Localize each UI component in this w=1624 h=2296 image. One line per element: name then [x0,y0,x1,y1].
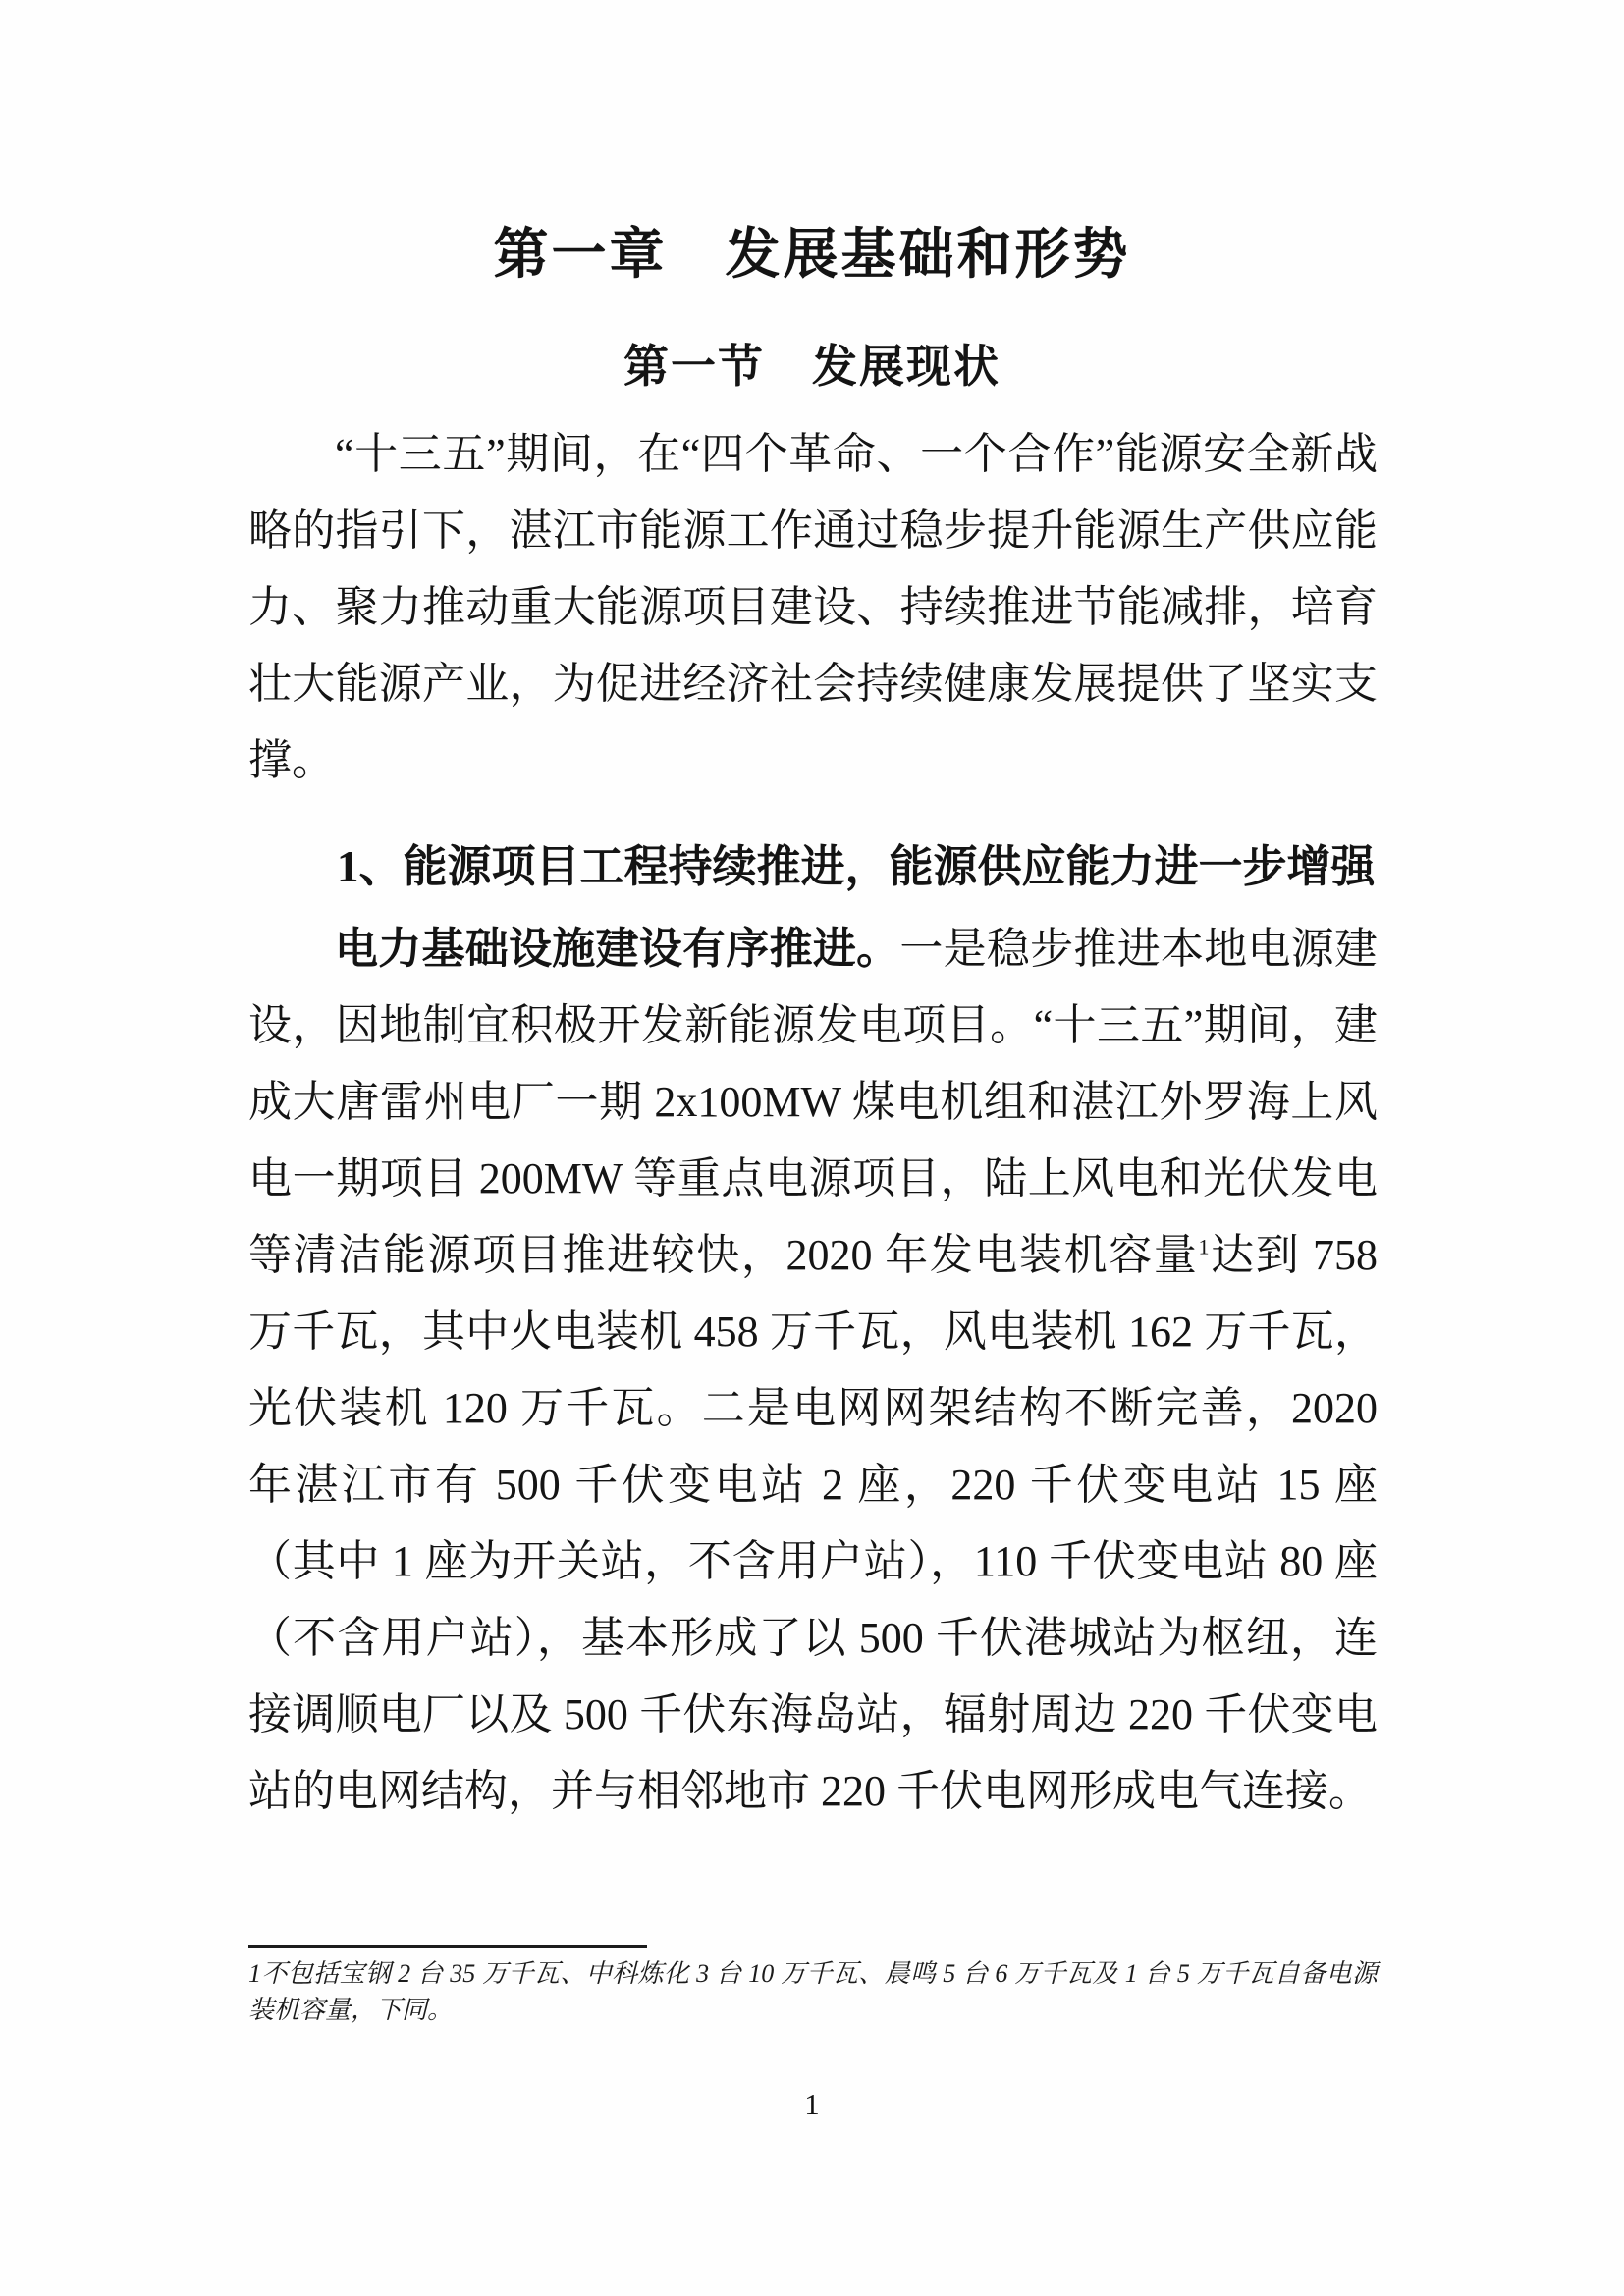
chapter-title: 第一章 发展基础和形势 [493,225,1131,286]
power-infrastructure-paragraph [248,911,1378,1830]
footnote-separator-rule [248,1945,647,1948]
paragraph-text-before-footnote-ref: 一是稳步推进本地电源建设，因地制宜积极开发新能源发电项目。“十三五”期间，建成大唐雷州电厂一期 2x100MW 煤电机组和湛江外罗海上风电一期项目 200MW 等重点电源项目，陆上风电和光伏发电等清洁能源项目推进较快，2020 年发电装机容量 [248,925,1378,1279]
page-number: 1 [804,2087,820,2121]
paragraph-lead-bold: 电力基础设施建设有序推进。 [335,925,900,973]
intro-paragraph: “十三五”期间，在“四个革命、一个合作”能源安全新战略的指引下，湛江市能源工作通过稳步提升能源生产供应能力、聚力推动重大能源项目建设、持续推进节能减排，培育壮大能源产业，为促进经济社会持续健康发展提供了坚实支撑。 [248,430,1378,784]
document-body [248,416,1378,1830]
subheading-energy-projects: 1、能源项目工程持续推进，能源供应能力进一步增强 [337,842,1376,891]
footnote-text: 1不包括宝钢 2 台 35 万千瓦、中科炼化 3 台 10 万千瓦、晨鸣 5 台 6 万千瓦及 1 台 5 万千瓦自备电源装机容量，下同。 [248,1959,1378,2024]
paragraph-text-after-footnote-ref: 达到 758 万千瓦，其中火电装机 458 万千瓦，风电装机 162 万千瓦，光伏装机 120 万千瓦。二是电网网架结构不断完善，2020 年湛江市有 500 千伏变电站 2 座，220 千伏变电站 15 座（其中 1 座为开关站，不含用户站），110 千伏变电站 80 座（不含用户站），基本形成了以 500 千伏港城站为枢纽，连接调顺电厂以及 500 千伏东海岛站，辐射周边 220 千伏变电站的电网结构，并与相邻地市 220 千伏电网形成电气连接。 [248,1231,1378,1815]
section-title: 第一节 发展现状 [623,342,1001,392]
footnote-reference-marker: 1 [1198,1234,1210,1259]
